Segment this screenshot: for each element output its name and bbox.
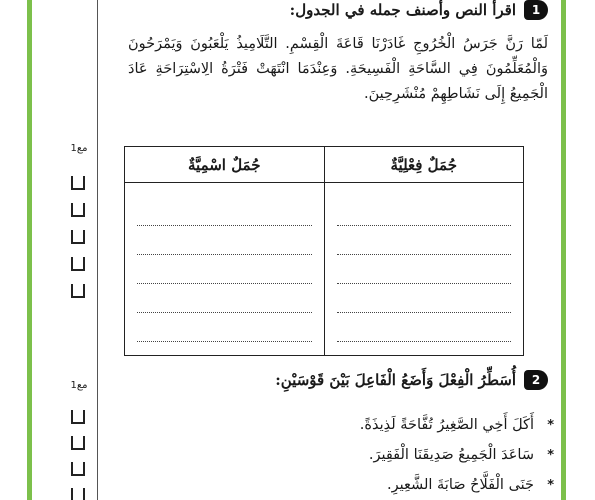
checkbox[interactable] <box>71 230 85 244</box>
bullet-mark: * <box>547 417 554 433</box>
answer-line[interactable] <box>137 226 312 255</box>
checkbox[interactable] <box>71 257 85 271</box>
checkbox[interactable] <box>71 284 85 298</box>
verbal-sentences-column <box>325 147 524 355</box>
list-item <box>134 410 554 440</box>
exercise-2-header <box>275 370 548 390</box>
evaluation-margin <box>60 0 96 500</box>
checkbox[interactable] <box>71 488 85 500</box>
answer-line[interactable] <box>337 197 512 226</box>
exercise-1-header <box>290 0 548 20</box>
exercise-title: أُسَطِّرُ الْفِعْلَ وَأَضَعُ الْفَاعِلَ بَيْنَ قَوْسَيْنِ: <box>275 371 516 389</box>
column-header: جُمَلٌ فِعْلِيَّةٌ <box>325 147 524 183</box>
answer-line[interactable] <box>137 313 312 342</box>
sentence-text: أَكَلَ أَخِي الصَّغِيرُ تُفَّاحَةً لَذِيذَةً. <box>359 417 534 433</box>
answer-line[interactable] <box>137 255 312 284</box>
checkbox[interactable] <box>71 410 85 424</box>
criterion-label: مع1 <box>70 143 88 154</box>
answer-line[interactable] <box>337 255 512 284</box>
checkbox[interactable] <box>71 203 85 217</box>
answer-line[interactable] <box>137 197 312 226</box>
list-item <box>134 440 554 470</box>
checkbox[interactable] <box>71 176 85 190</box>
exercise-number-badge: 1 <box>524 0 548 20</box>
criterion-label: مع1 <box>70 380 88 391</box>
column-header: جُمَلٌ اسْمِيَّةٌ <box>125 147 324 183</box>
column-body <box>325 183 524 355</box>
page-border-right <box>561 0 566 500</box>
list-item <box>134 470 554 500</box>
checkbox[interactable] <box>71 436 85 450</box>
answer-line[interactable] <box>137 284 312 313</box>
bullet-mark: * <box>547 447 554 463</box>
reading-passage: لَمّا رَنَّ جَرَسُ الْخُرُوجِ غَادَرْنَا قَاعَةَ الْقِسْمِ. التَّلَامِيذُ يَلْعَبُونَ وَيَمْرَحُونَ وَالْمُعَلِّمُونَ فِي السَّاحَةِ الْفَسِيحَةِ. وَعِنْدَمَا انْتَهَتْ فَتْرَةُ الِاسْتِرَاحَةِ عَادَ الْجَمِيعُ إِلَى نَشَاطِهِمْ مُنْشَرِحِينَ. <box>128 36 548 102</box>
classification-table <box>124 146 524 356</box>
answer-line[interactable] <box>337 284 512 313</box>
column-body <box>125 183 324 355</box>
sentence-list <box>134 410 554 500</box>
page-border-left <box>27 0 32 500</box>
answer-line[interactable] <box>337 226 512 255</box>
sentence-text: سَاعَدَ الْجَمِيعُ صَدِيقَنَا الْفَقِيرَ. <box>368 447 534 463</box>
checkbox[interactable] <box>71 462 85 476</box>
nominal-sentences-column <box>125 147 325 355</box>
sentence-text: جَنَى الْفَلَّاحُ صَابَةَ الشَّعِيرِ. <box>387 477 534 493</box>
worksheet <box>98 0 558 500</box>
exercise-title: اقرأ النص وأصنف جمله في الجدول: <box>289 1 516 19</box>
bullet-mark: * <box>547 477 554 493</box>
answer-line[interactable] <box>337 313 512 342</box>
exercise-number-badge: 2 <box>524 370 548 390</box>
